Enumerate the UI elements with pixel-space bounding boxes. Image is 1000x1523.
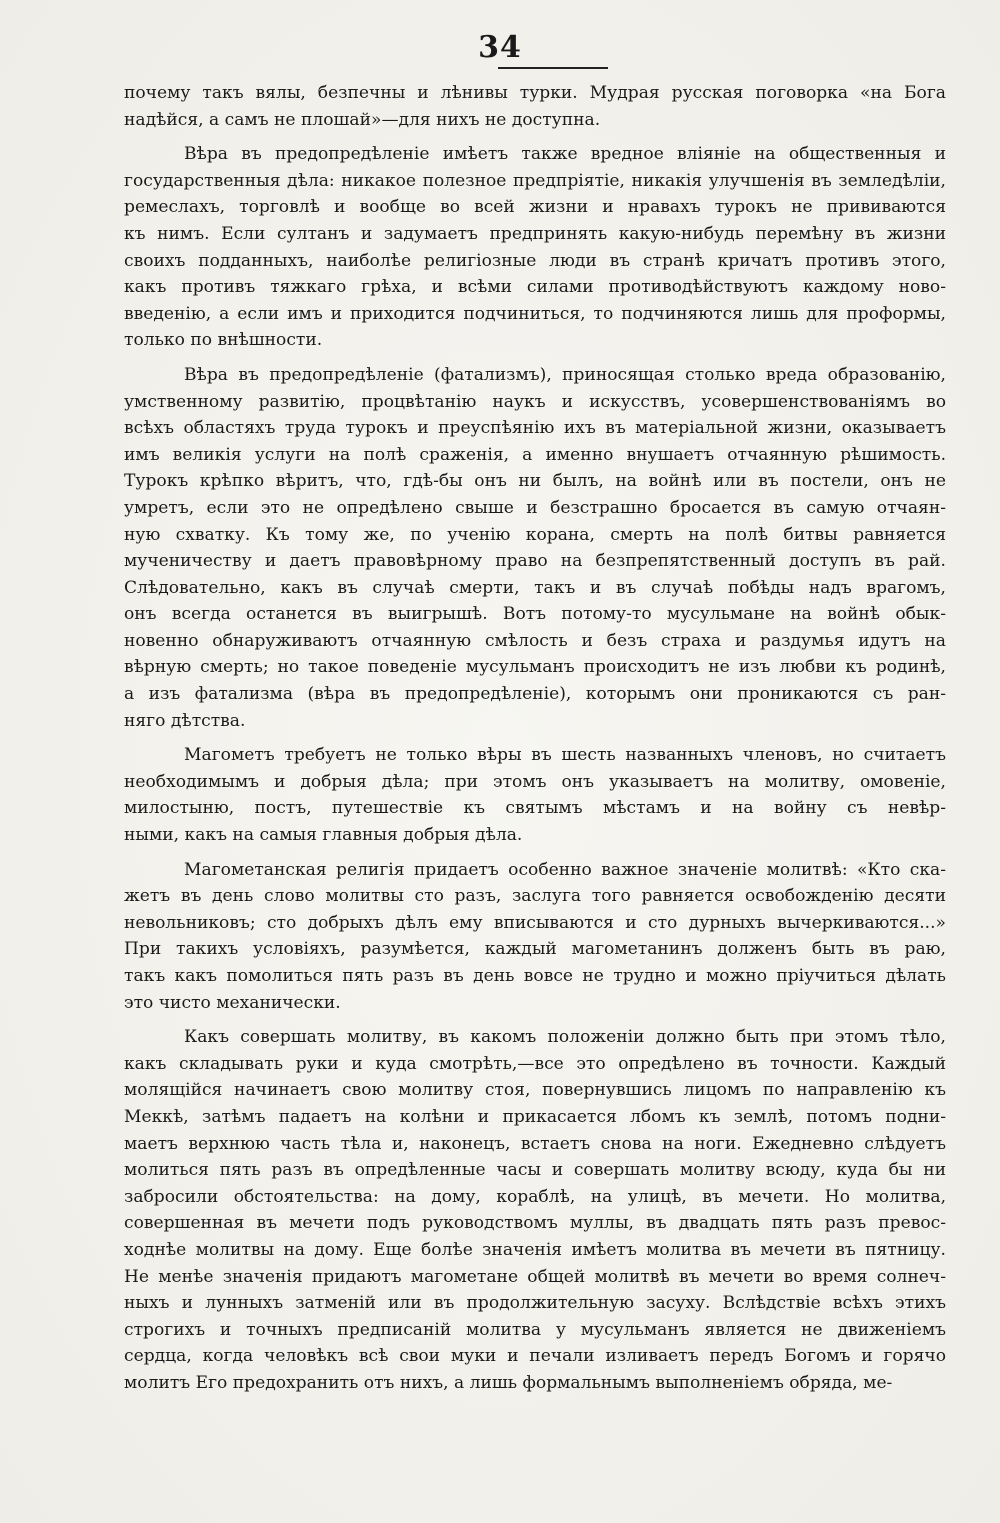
text-line: ныхъ и лунныхъ затменій или въ продолжительную засуху. Вслѣдствіе всѣхъ этихъ [124,1293,946,1314]
text-line: Меккѣ, затѣмъ падаетъ на колѣни и прикасается лбомъ къ землѣ, потомъ подни- [124,1106,946,1127]
text-line: ную схватку. Къ тому же, по ученію корана, смерть на полѣ битвы равняется [124,524,946,545]
text-line: Турокъ крѣпко вѣритъ, что, гдѣ-бы онъ ни былъ, на войнѣ или въ постели, онъ не [124,471,946,492]
text-line: государственныя дѣла: никакое полезное предпріятіе, никакія улучшенія въ земледѣліи, [124,170,946,191]
paragraph [124,742,946,848]
text-line: молиться пять разъ въ опредѣленные часы и совершать молитву всюду, куда бы ни [124,1160,946,1181]
text-line: онъ всегда останется въ выигрышѣ. Вотъ потому-то мусульмане на войнѣ обык- [124,604,946,625]
text-line: мученичеству и даетъ правовѣрному право на безпрепятственный доступъ въ рай. [124,551,946,572]
text-line: молитъ Его предохранить отъ нихъ, а лишь формальнымъ выполненіемъ обряда, ме- [124,1372,893,1393]
text-line: Не менѣе значенія придаютъ магометане общей молитвѣ въ мечети во время солнеч- [124,1266,946,1287]
text-line: надѣйся, а самъ не плошай»—для нихъ не доступна. [124,109,601,130]
text-line: новенно обнаруживаютъ отчаянную смѣлость и безъ страха и раздумья идутъ на [124,630,946,651]
text-line: невольниковъ; сто добрыхъ дѣлъ ему вписываются и сто дурныхъ вычеркиваются...» [124,912,946,933]
text-line: няго дѣтства. [124,710,246,731]
text-line: Вѣра въ предопредѣленіе имѣетъ также вредное вліяніе на общественныя и [184,144,946,165]
text-line: сердца, когда человѣкъ всѣ свои муки и печали изливаетъ передъ Богомъ и горячо [124,1346,946,1367]
text-line: необходимымъ и добрыя дѣла; при этомъ онъ указываетъ на молитву, омовеніе, [124,771,946,792]
text-line: Магометъ требуетъ не только вѣры въ шесть названныхъ членовъ, но считаетъ [184,745,946,766]
text-line: всѣхъ областяхъ труда турокъ и преуспѣянію ихъ въ матеріальной жизни, оказываетъ [124,418,946,439]
text-line: ремеслахъ, торговлѣ и вообще во всей жизни и нравахъ турокъ не прививаются [124,197,946,218]
paragraph [124,857,946,1017]
text-line: такъ какъ помолиться пять разъ въ день вовсе не трудно и можно пріучиться дѣлать [124,966,946,986]
text-line: Слѣдовательно, какъ въ случаѣ смерти, такъ и въ случаѣ побѣды надъ врагомъ, [124,577,946,598]
text-line: Магометанская религія придаетъ особенно важное значеніе молитвѣ: «Кто ска- [184,859,946,880]
page-number: 34 [478,30,522,65]
text-line: При такихъ условіяхъ, разумѣется, каждый магометанинъ долженъ быть въ раю, [124,939,946,960]
paragraph [124,141,946,354]
text-line: умретъ, если это не опредѣлено свыше и безстрашно бросается въ самую отчаян- [124,497,946,518]
text-line: совершенная въ мечети подъ руководствомъ муллы, въ двадцать пять разъ превос- [124,1213,946,1234]
text-line: умственному развитію, процвѣтанію наукъ и искусствъ, усовершенствованіямъ во [124,391,946,412]
text-line: къ нимъ. Если султанъ и задумаетъ предпринять какую-нибудь перемѣну въ жизни [124,223,946,244]
text-line: маетъ верхнюю часть тѣла и, наконецъ, встаетъ снова на ноги. Ежедневно слѣдуетъ [124,1133,946,1154]
text-line: а изъ фатализма (вѣра въ предопредѣленіе), которымъ они проникаются съ ран- [124,684,946,705]
text-line: вѣрную смерть; но такое поведеніе мусульманъ происходитъ не изъ любви къ родинѣ, [124,657,946,678]
text-line: ходнѣе молитвы на дому. Еще болѣе значенія имѣетъ молитва въ мечети въ пятницу. [124,1239,946,1260]
text-line: какъ противъ тяжкаго грѣха, и всѣми силами противодѣйствуютъ каждому ново- [124,277,946,298]
text-line: своихъ подданныхъ, наиболѣе религіозные люди въ странѣ кричатъ противъ этого, [124,250,946,271]
text-line: Вѣра въ предопредѣленіе (фатализмъ), приносящая столько вреда образованію, [184,364,946,385]
text-line: имъ великія услуги на полѣ сраженія, а именно внушаетъ отчаянную рѣшимость. [124,444,946,465]
text-line: ными, какъ на самыя главныя добрыя дѣла. [124,825,523,846]
text-line: какъ складывать руки и куда смотрѣть,—все это опредѣлено въ точности. Каждый [124,1053,946,1074]
body-text [124,80,946,1397]
header-rule [498,67,608,69]
paragraph [124,80,946,133]
text-line: Какъ совершать молитву, въ какомъ положеніи должно быть при этомъ тѣло, [184,1027,946,1048]
text-line: забросили обстоятельства: на дому, кораблѣ, на улицѣ, въ мечети. Но молитва, [124,1186,946,1207]
text-line: жетъ въ день слово молитвы сто разъ, заслуга того равняется освобожденію десяти [124,886,946,907]
text-line: только по внѣшности. [124,330,323,351]
text-line: молящійся начинаетъ свою молитву стоя, повернувшись лицомъ по направленію къ [124,1080,946,1101]
text-line: введенію, а если имъ и приходится подчиниться, то подчиняются лишь для проформы, [124,303,946,324]
text-line: милостыню, постъ, путешествіе къ святымъ мѣстамъ и на войну съ невѣр- [124,798,946,819]
text-line: это чисто механически. [124,992,341,1013]
text-line: почему такъ вялы, безпечны и лѣнивы турки. Мудрая русская поговорка «на Бога [124,83,946,103]
text-line: строгихъ и точныхъ предписаній молитва у мусульманъ является не движеніемъ [124,1319,946,1340]
paragraph [124,1024,946,1396]
paragraph [124,362,946,734]
